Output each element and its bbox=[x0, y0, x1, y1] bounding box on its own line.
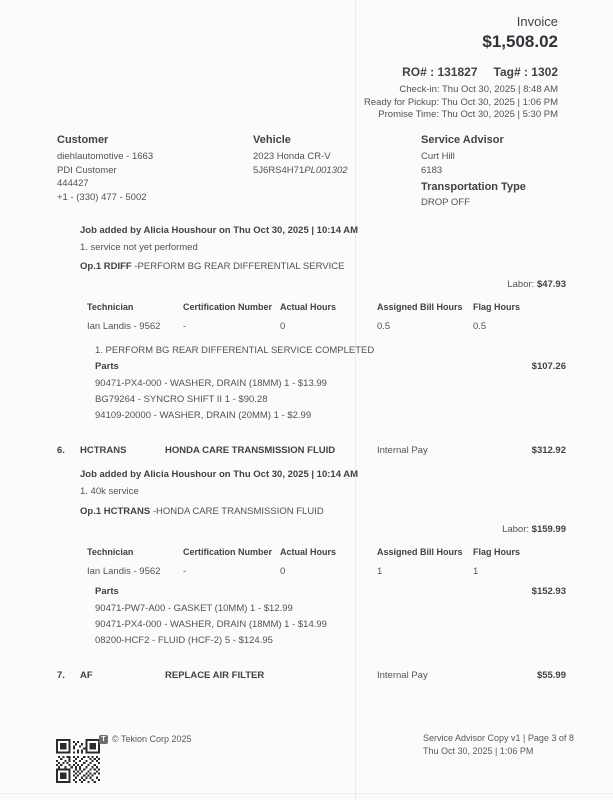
job6-labor-total: Labor: $159.99 bbox=[502, 524, 566, 535]
transportation-block bbox=[421, 181, 526, 210]
job6-certification: - bbox=[183, 566, 187, 577]
col-certification: Certification Number bbox=[183, 547, 273, 557]
col-technician: Technician bbox=[87, 547, 134, 557]
vehicle-title: Vehicle bbox=[253, 134, 291, 146]
job6-part-line: 90471-PW7-A00 - GASKET (10MM) 1 - $12.99 bbox=[95, 603, 293, 614]
job7-code: AF bbox=[80, 670, 93, 681]
job6-technician-table bbox=[87, 546, 562, 578]
footer-page-info bbox=[423, 732, 574, 757]
printed-timestamp: Thu Oct 30, 2025 | 1:06 PM bbox=[423, 745, 534, 756]
job5-op-line bbox=[80, 261, 344, 273]
service-advisor-title: Service Advisor bbox=[421, 134, 504, 146]
invoice-total: $1,508.02 bbox=[482, 32, 558, 51]
job6-op-desc: -HONDA CARE TRANSMISSION FLUID bbox=[150, 506, 324, 517]
col-assigned-bill-hours: Assigned Bill Hours bbox=[377, 302, 463, 312]
job6-part-line: 08200-HCF2 - FLUID (HCF-2) 5 - $124.95 bbox=[95, 635, 273, 646]
customer-title: Customer bbox=[57, 134, 109, 146]
invoice-header bbox=[364, 14, 558, 122]
job6-added-by: Job added by Alicia Houshour on Thu Oct 30, 2025 | 10:14 AM bbox=[80, 469, 359, 480]
job6-note: 1. 40k service bbox=[80, 486, 139, 497]
transportation-title: Transportation Type bbox=[421, 181, 526, 193]
service-advisor-name: Curt Hill bbox=[421, 151, 455, 162]
job5-labor-total: Labor: $47.93 bbox=[507, 279, 566, 290]
customer-type: PDI Customer bbox=[57, 164, 117, 176]
vehicle-vin: 5J6RS4H71PL001302 bbox=[253, 164, 348, 176]
promise-time: Promise Time: Thu Oct 30, 2025 | 5:30 PM bbox=[378, 109, 558, 120]
check-in-time: Check-in: Thu Oct 30, 2025 | 8:48 AM bbox=[399, 84, 558, 95]
customer-phone: +1 - (330) 477 - 5002 bbox=[57, 191, 147, 203]
job7-pay-type: Internal Pay bbox=[377, 670, 428, 681]
customer-number: 444427 bbox=[57, 178, 89, 189]
copy-version-page: Service Advisor Copy v1 | Page 3 of 8 bbox=[423, 733, 574, 743]
service-advisor-block bbox=[421, 134, 504, 177]
col-assigned-bill-hours: Assigned Bill Hours bbox=[377, 547, 463, 557]
job6-op-code: Op.1 HCTRANS bbox=[80, 506, 151, 517]
job7-number: 7. bbox=[57, 670, 65, 681]
job6-flag-hours: 1 bbox=[473, 566, 479, 577]
job5-parts-label: Parts bbox=[95, 361, 119, 372]
job5-actual-hours: 0 bbox=[280, 321, 286, 332]
job6-assigned-bill-hours: 1 bbox=[377, 566, 383, 577]
job5-note: 1. service not yet performed bbox=[80, 242, 198, 253]
job6-amount: $312.92 bbox=[531, 445, 566, 456]
job5-op-code: Op.1 RDIFF bbox=[80, 261, 132, 272]
transportation-value: DROP OFF bbox=[421, 197, 470, 208]
tag-number: Tag# : 1302 bbox=[493, 65, 558, 79]
job6-parts-label: Parts bbox=[95, 586, 119, 597]
ready-for-pickup-time: Ready for Pickup: Thu Oct 30, 2025 | 1:06 PM bbox=[364, 96, 558, 108]
job6-technician: Ian Landis - 9562 bbox=[87, 566, 161, 577]
page-bottom-edge bbox=[0, 793, 613, 794]
job5-part-line: 94109-20000 - WASHER, DRAIN (20MM) 1 - $2.99 bbox=[95, 410, 312, 421]
job6-actual-hours: 0 bbox=[280, 566, 286, 577]
customer-name: diehlautomotive - 1663 bbox=[57, 151, 154, 162]
job5-parts-total: $107.26 bbox=[531, 361, 566, 372]
col-technician: Technician bbox=[87, 302, 134, 312]
job7-header-row bbox=[0, 670, 613, 683]
job5-assigned-bill-hours: 0.5 bbox=[377, 321, 391, 332]
job5-added-by: Job added by Alicia Houshour on Thu Oct 30, 2025 | 10:14 AM bbox=[80, 225, 359, 236]
job5-status-line: 1. PERFORM BG REAR DIFFERENTIAL SERVICE COMPLETED bbox=[95, 345, 375, 356]
job5-part-line: 90471-PX4-000 - WASHER, DRAIN (18MM) 1 - $13.99 bbox=[95, 378, 327, 389]
col-flag-hours: Flag Hours bbox=[473, 302, 521, 312]
job6-title: HONDA CARE TRANSMISSION FLUID bbox=[165, 445, 336, 456]
col-certification: Certification Number bbox=[183, 302, 273, 312]
col-actual-hours: Actual Hours bbox=[280, 302, 337, 312]
job6-number: 6. bbox=[57, 445, 65, 456]
copyright-text: © Tekion Corp 2025 bbox=[112, 734, 192, 744]
job5-technician: Ian Landis - 9562 bbox=[87, 321, 161, 332]
tekion-logo-icon: T bbox=[99, 735, 108, 744]
customer-block bbox=[57, 134, 153, 204]
job6-header-row bbox=[0, 445, 613, 458]
job6-parts-total: $152.93 bbox=[531, 586, 566, 597]
job6-pay-type: Internal Pay bbox=[377, 445, 428, 456]
job5-flag-hours: 0.5 bbox=[473, 321, 487, 332]
vehicle-block bbox=[253, 134, 348, 177]
job5-certification: - bbox=[183, 321, 187, 332]
job7-amount: $55.99 bbox=[536, 670, 566, 681]
job6-code: HCTRANS bbox=[80, 445, 127, 456]
job6-op-line bbox=[80, 506, 324, 518]
footer-copyright bbox=[99, 734, 192, 744]
col-actual-hours: Actual Hours bbox=[280, 547, 337, 557]
ro-number: RO# : 131827 bbox=[402, 65, 478, 79]
ro-tag-line bbox=[364, 65, 558, 79]
job7-title: REPLACE AIR FILTER bbox=[165, 670, 265, 681]
col-flag-hours: Flag Hours bbox=[473, 547, 521, 557]
vehicle-model: 2023 Honda CR-V bbox=[253, 151, 331, 162]
service-advisor-number: 6183 bbox=[421, 164, 443, 176]
job5-part-line: BG79264 - SYNCRO SHIFT II 1 - $90.28 bbox=[95, 394, 268, 405]
job5-technician-table bbox=[87, 301, 562, 333]
job6-part-line: 90471-PX4-000 - WASHER, DRAIN (18MM) 1 - $14.99 bbox=[95, 619, 327, 630]
job5-op-desc: -PERFORM BG REAR DIFFERENTIAL SERVICE bbox=[131, 261, 345, 272]
invoice-label: Invoice bbox=[516, 14, 558, 29]
qr-code bbox=[56, 739, 100, 788]
